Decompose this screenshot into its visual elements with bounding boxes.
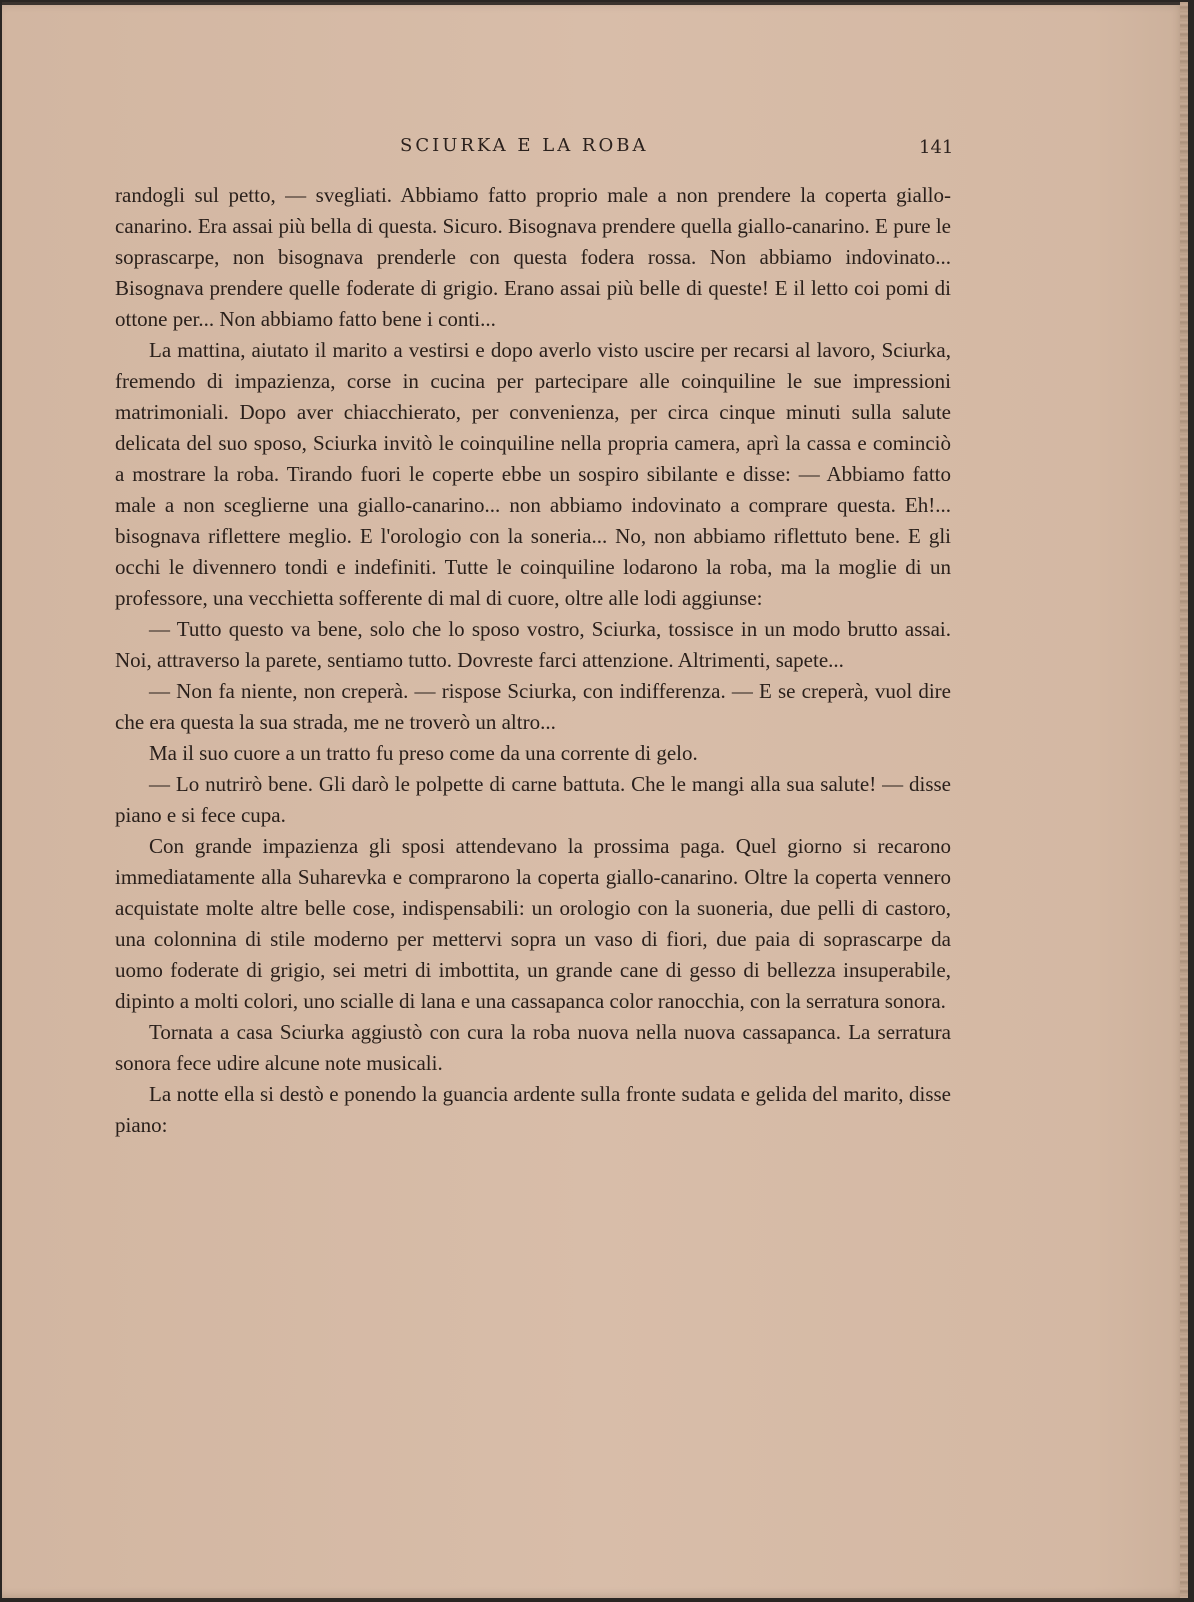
body-text — [115, 180, 951, 1141]
paragraph: Tornata a casa Sciurka aggiustò con cura la roba nuova nella nuova cassapanca. La serratura sonora fece udire alcune note musicali. — [115, 1020, 951, 1075]
paragraph: — Non fa niente, non creperà. — rispose Sciurka, con indifferenza. — E se creperà, vuol dire che era questa la sua strada, me ne troverò un altro... — [115, 679, 951, 734]
paragraph: La notte ella si destò e ponendo la guancia ardente sulla fronte sudata e gelida del marito, disse piano: — [115, 1082, 951, 1137]
paragraph: Ma il suo cuore a un tratto fu preso come da una corrente di gelo. — [149, 741, 698, 765]
page-number: 141 — [919, 137, 954, 158]
paragraph: La mattina, aiutato il marito a vestirsi e dopo averlo visto uscire per recarsi al lavoro, Sciurka, fremendo di impazienza, corse in cucina per partecipare alle coinquiline le sue impressioni matrimoniali. Dopo aver chiacchierato, per convenienza, per circa cinque minuti sulla salute delicata del suo sposo, Sciurka invitò le coinquiline nella propria camera, aprì la cassa e cominciò a mostrare la roba. Tirando fuori le coperte ebbe un sospiro sibilante e disse: — Abbiamo fatto male a non sceglierne una giallo-canarino... non abbiamo indovinato a comprare questa. Eh!... bisognava riflettere meglio. E l'orologio con la soneria... No, non abbiamo riflettuto bene. E gli occhi le divennero tondi e indefiniti. Tutte le coinquiline lodarono la roba, ma la moglie di un professore, una vecchietta sofferente di mal di cuore, oltre alle lodi aggiunse: — [115, 338, 951, 610]
book-page — [2, 2, 1188, 1598]
page-edge — [1180, 2, 1188, 1598]
running-title: SCIURKA E LA ROBA — [400, 135, 649, 156]
paragraph: Con grande impazienza gli sposi attendevano la prossima paga. Quel giorno si recarono immediatamente alla Suharevka e comprarono la coperta giallo-canarino. Oltre la coperta vennero acquistate molte altre belle cose, indispensabili: un orologio con la suoneria, due pelli di castoro, una colonnina di stile moderno per mettervi sopra un vaso di fiori, due paia di soprascarpe da uomo foderate di grigio, sei metri di imbottita, un grande cane di gesso di bellezza insuperabile, dipinto a molti colori, uno scialle di lana e una cassapanca color ranocchia, con la serratura sonora. — [115, 834, 951, 1013]
paragraph: — Lo nutrirò bene. Gli darò le polpette di carne battuta. Che le mangi alla sua salute! — disse piano e si fece cupa. — [115, 772, 951, 827]
page-header — [2, 135, 1188, 165]
paragraph: — Tutto questo va bene, solo che lo sposo vostro, Sciurka, tossisce in un modo brutto assai. Noi, attraverso la parete, sentiamo tutto. Dovreste farci attenzione. Altrimenti, sapete... — [115, 617, 951, 672]
paragraph: randogli sul petto, — svegliati. Abbiamo fatto proprio male a non prendere la coperta giallo-canarino. Era assai più bella di questa. Sicuro. Bisognava prendere quella giallo-canarino. E pure le soprascarpe, non bisognava prenderle con questa fodera rossa. Non abbiamo indovinato... Bisognava prendere quelle foderate di grigio. Erano assai più belle di queste! E il letto coi pomi di ottone per... Non abbiamo fatto bene i conti... — [115, 183, 951, 331]
